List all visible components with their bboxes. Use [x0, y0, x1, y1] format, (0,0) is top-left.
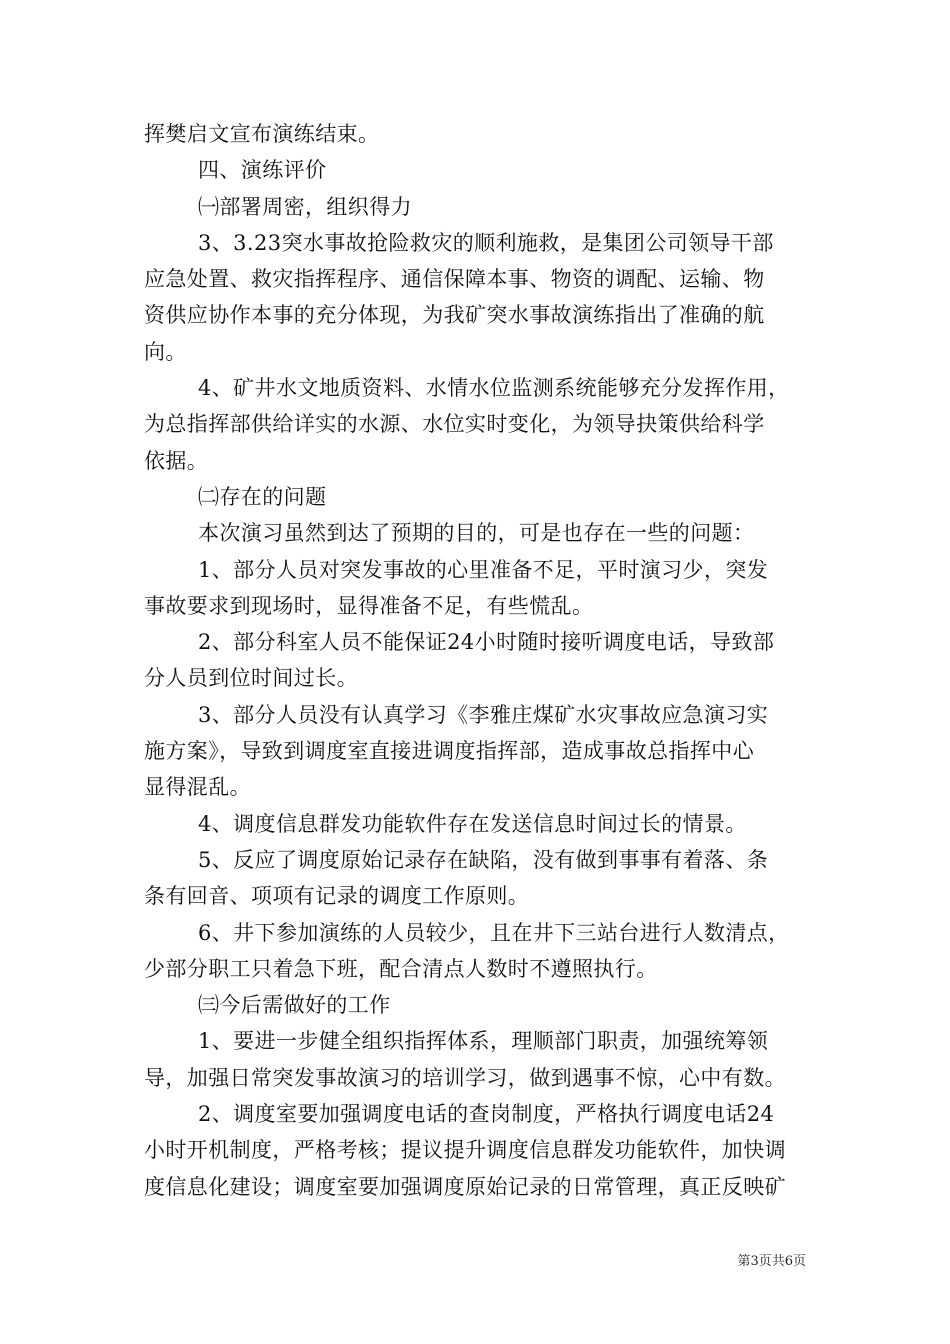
section-heading: 四、演练评价: [198, 158, 327, 183]
text-line: 6、井下参加演练的人员较少，且在井下三站台进行人数清点，: [198, 920, 790, 945]
text-line: 应急处置、救灾指挥程序、通信保障本事、物资的调配、运输、物: [144, 267, 765, 292]
text-line: 3、部分人员没有认真学习《李雅庄煤矿水灾事故应急演习实: [198, 702, 769, 727]
text-line: 小时开机制度，严格考核；提议提升调度信息群发功能软件，加快调: [144, 1138, 786, 1163]
text-line: 本次演习虽然到达了预期的目的，可是也存在一些的问题：: [198, 521, 755, 546]
subsection-heading: ㈢今后需做好的工作: [198, 993, 391, 1018]
text-line: 5、反应了调度原始记录存在缺陷，没有做到事事有着落、条: [198, 847, 769, 872]
text-line: 条有回音、项项有记录的调度工作原则。: [144, 884, 530, 909]
text-line: 度信息化建设；调度室要加强调度原始记录的日常管理，真正反映矿: [144, 1174, 786, 1199]
text-line: 依据。: [144, 448, 209, 473]
text-line: 少部分职工只着急下班，配合清点人数时不遵照执行。: [144, 956, 658, 981]
text-line: 1、部分人员对突发事故的心里准备不足，平时演习少，突发: [198, 557, 769, 582]
text-line: 3、3.23突水事故抢险救灾的顺利施救，是集团公司领导干部: [198, 230, 774, 255]
text-line: 向。: [144, 339, 187, 364]
text-line: 2、部分科室人员不能保证24小时随时接听调度电话，导致部: [198, 630, 775, 655]
text-line: 事故要求到现场时，显得准备不足，有些慌乱。: [144, 593, 594, 618]
text-line: 施方案》，导致到调度室直接进调度指挥部，造成事故总指挥中心: [144, 739, 755, 764]
page-number: 第3页共6页: [737, 1254, 806, 1269]
subsection-heading: ㈠部署周密，组织得力: [198, 194, 412, 219]
text-line: 分人员到位时间过长。: [144, 666, 358, 691]
text-line: 1、要进一步健全组织指挥体系，理顺部门职责，加强统筹领: [198, 1029, 769, 1054]
text-line: 2、调度室要加强调度电话的查岗制度，严格执行调度电话24: [198, 1102, 775, 1127]
text-line: 挥樊启文宣布演练结束。: [144, 122, 380, 146]
text-line: 为总指挥部供给详实的水源、水位实时变化，为领导抉策供给科学: [144, 412, 765, 437]
document-body: [144, 116, 808, 1205]
subsection-heading: ㈡存在的问题: [198, 484, 327, 509]
text-line: 4、调度信息群发功能软件存在发送信息时间过长的情景。: [198, 811, 747, 836]
text-line: 4、矿井水文地质资料、水情水位监测系统能够充分发挥作用，: [198, 376, 790, 401]
text-line: 导，加强日常突发事故演习的培训学习，做到遇事不惊，心中有数。: [144, 1065, 786, 1090]
text-line: 显得混乱。: [144, 775, 251, 800]
text-line: 资供应协作本事的充分体现，为我矿突水事故演练指出了准确的航: [144, 303, 765, 328]
